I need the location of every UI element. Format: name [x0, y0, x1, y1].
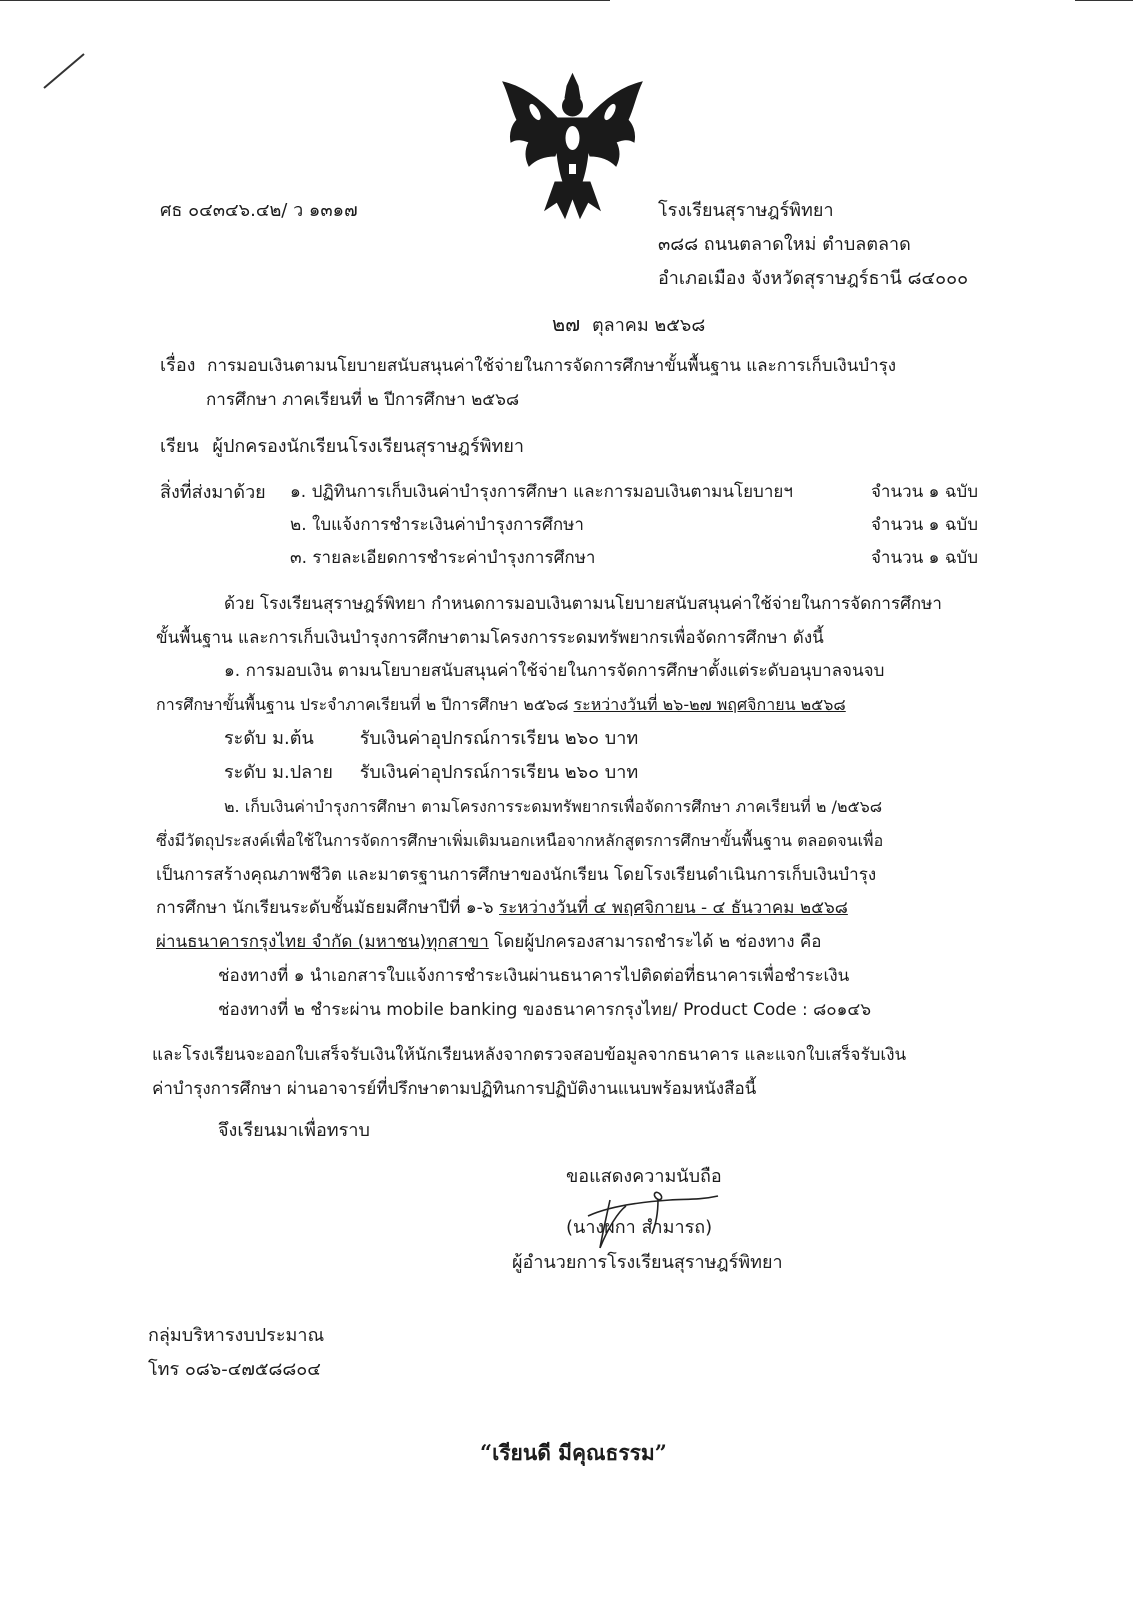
recipient: ผู้ปกครองนักเรียนโรงเรียนสุราษฎร์พิทยา: [212, 436, 525, 457]
sender-address-line2: อำเภอเมือง จังหวัดสุราษฎร์ธานี ๘๔๐๐๐: [658, 268, 969, 289]
level-upper-text: รับเงินค่าอุปกรณ์การเรียน ๒๖๐ บาท: [359, 762, 639, 783]
receipt-line1: และโรงเรียนจะออกใบเสร็จรับเงินให้นักเรียนหลังจากตรวจสอบข้อมูลจากธนาคาร และแจกใบเสร็จรับเงิน: [152, 1045, 907, 1065]
enclosure-qty: จำนวน ๑ ฉบับ: [870, 515, 978, 535]
subject-block: [160, 355, 896, 377]
subject-line1: การมอบเงินตามนโยบายสนับสนุนค่าใช้จ่ายในการจัดการศึกษาขั้นพื้นฐาน และการเก็บเงินบำรุง: [207, 356, 897, 376]
sender-school-name: โรงเรียนสุราษฎร์พิทยา: [658, 200, 834, 221]
level-upper-label: ระดับ ม.ปลาย: [224, 762, 333, 783]
item2-line4-text: การศึกษา นักเรียนระดับชั้นมัธยมศึกษาปีที่ ๑-๖: [156, 898, 500, 918]
item1-line2-text: การศึกษาขั้นพื้นฐาน ประจำภาคเรียนที่ ๒ ปีการศึกษา ๒๕๖๘: [156, 695, 574, 714]
subject-label: เรื่อง: [160, 355, 196, 376]
item1-line2: [156, 695, 846, 714]
signer-name: (นางผกา สำมารถ): [566, 1217, 713, 1238]
department: กลุ่มบริหารงบประมาณ: [148, 1325, 325, 1346]
enclosure-item: [290, 482, 978, 502]
enclosure-qty: จำนวน ๑ ฉบับ: [870, 548, 978, 568]
level-upper-secondary: [224, 762, 638, 784]
closing-line: จึงเรียนมาเพื่อทราบ: [218, 1120, 370, 1141]
enclosures-label: สิ่งที่ส่งมาด้วย: [160, 482, 266, 503]
date-day: ๒๗: [552, 312, 581, 336]
school-motto: “เรียนดี มีคุณธรรม”: [480, 1440, 667, 1465]
distribution-dates: ระหว่างวันที่ ๒๖-๒๗ พฤศจิกายน ๒๕๖๘: [573, 695, 846, 714]
garuda-emblem-icon: [495, 72, 650, 224]
phone: โทร ๐๘๖-๔๗๕๘๘๐๔: [148, 1359, 321, 1380]
regards: ขอแสดงความนับถือ: [566, 1166, 722, 1187]
item2-line5: [156, 932, 822, 952]
bank-name: ผ่านธนาคารกรุงไทย จำกัด (มหาชน)ทุกสาขา: [156, 932, 489, 952]
subject-line2: การศึกษา ภาคเรียนที่ ๒ ปีการศึกษา ๒๕๖๘: [206, 390, 520, 410]
reference-number: ศธ ๐๔๓๔๖.๔๒/ ว ๑๓๑๗: [160, 200, 358, 221]
receipt-line2: ค่าบำรุงการศึกษา ผ่านอาจารย์ที่ปรึกษาตามปฏิทินการปฏิบัติงานแนบพร้อมหนังสือนี้: [152, 1079, 757, 1099]
level-lower-text: รับเงินค่าอุปกรณ์การเรียน ๒๖๐ บาท: [359, 728, 639, 749]
payment-dates: ระหว่างวันที่ ๔ พฤศจิกายน - ๔ ธันวาคม ๒๕๖๘: [499, 898, 848, 918]
item2-line4: [156, 898, 848, 918]
scan-top-edge: [0, 0, 610, 1]
payment-channel-1: ช่องทางที่ ๑ นำเอกสารใบแจ้งการชำระเงินผ่านธนาคารไปติดต่อที่ธนาคารเพื่อชำระเงิน: [218, 966, 850, 986]
item2-line2: ซึ่งมีวัตถุประสงค์เพื่อใช้ในการจัดการศึกษาเพิ่มเติมนอกเหนือจากหลักสูตรการศึกษาขั้นพื้นฐาน ตลอดจนเพื่อ: [156, 831, 884, 850]
level-lower-label: ระดับ ม.ต้น: [224, 728, 314, 749]
item2-line1: ๒. เก็บเงินค่าบำรุงการศึกษา ตามโครงการระดมทรัพยากรเพื่อจัดการศึกษา ภาคเรียนที่ ๒ /๒๕๖๘: [224, 797, 883, 816]
recipient-label: เรียน: [160, 436, 199, 457]
item2-line5-text: โดยผู้ปกครองสามารถชำระได้ ๒ ช่องทาง คือ: [494, 932, 822, 952]
enclosure-text: ๓. รายละเอียดการชำระค่าบำรุงการศึกษา: [290, 548, 596, 568]
recipient-block: [160, 436, 524, 458]
pen-stroke-mark: [40, 48, 90, 93]
enclosure-text: ๑. ปฏิทินการเก็บเงินค่าบำรุงการศึกษา และการมอบเงินตามนโยบายฯ: [290, 482, 793, 502]
letter-date: [552, 312, 705, 337]
intro-line1: ด้วย โรงเรียนสุราษฎร์พิทยา กำหนดการมอบเงินตามนโยบายสนับสนุนค่าใช้จ่ายในการจัดการศึกษา: [224, 594, 942, 614]
signer-title: ผู้อำนวยการโรงเรียนสุราษฎร์พิทยา: [512, 1252, 783, 1273]
date-month-year: ตุลาคม ๒๕๖๘: [591, 315, 706, 336]
scan-top-edge-right: [1075, 0, 1133, 1]
payment-channel-2: ช่องทางที่ ๒ ชำระผ่าน mobile banking ของธนาคารกรุงไทย/ Product Code : ๘๐๑๔๖: [218, 1000, 872, 1020]
enclosure-item: [290, 548, 978, 568]
intro-line2: ขั้นพื้นฐาน และการเก็บเงินบำรุงการศึกษาตามโครงการระดมทรัพยากรเพื่อจัดการศึกษา ดังนี้: [156, 628, 824, 648]
enclosure-qty: จำนวน ๑ ฉบับ: [870, 482, 978, 502]
item1-line1: ๑. การมอบเงิน ตามนโยบายสนับสนุนค่าใช้จ่ายในการจัดการศึกษาตั้งแต่ระดับอนุบาลจนจบ: [224, 661, 885, 681]
sender-address-line1: ๓๘๘ ถนนตลาดใหม่ ตำบลตลาด: [658, 234, 911, 255]
enclosure-text: ๒. ใบแจ้งการชำระเงินค่าบำรุงการศึกษา: [290, 515, 584, 535]
enclosure-item: [290, 515, 978, 535]
item2-line3: เป็นการสร้างคุณภาพชีวิต และมาตรฐานการศึกษาของนักเรียน โดยโรงเรียนดำเนินการเก็บเงินบำรุง: [156, 865, 877, 885]
level-lower-secondary: [224, 728, 638, 750]
